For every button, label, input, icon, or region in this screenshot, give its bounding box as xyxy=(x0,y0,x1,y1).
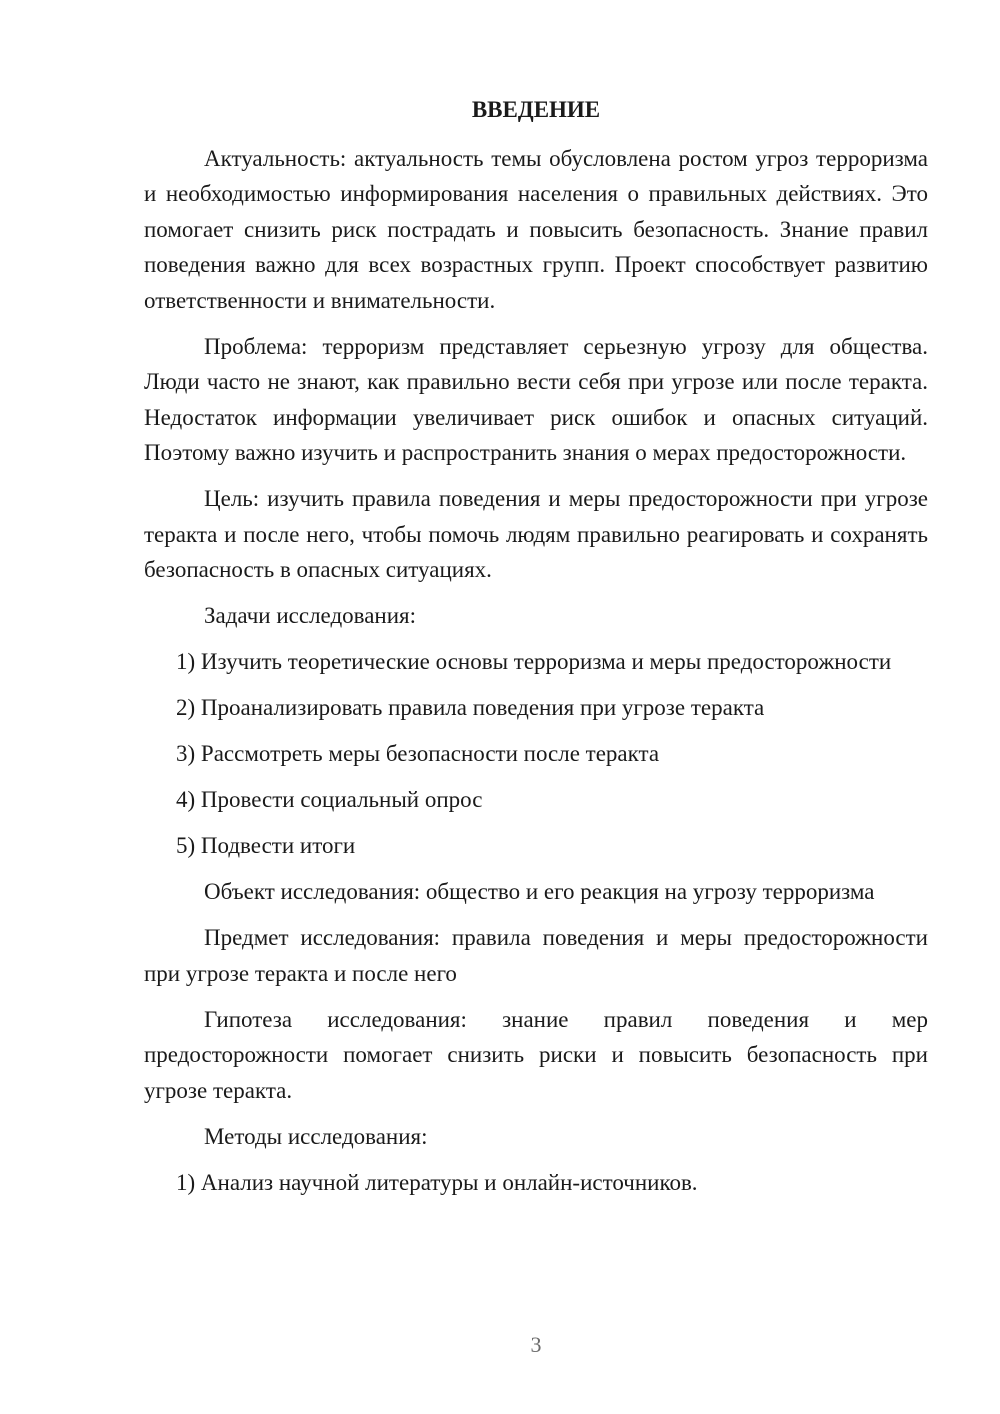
task-item-5: 5) Подвести итоги xyxy=(176,833,356,858)
method-item-1: 1) Анализ научной литературы и онлайн-источников. xyxy=(176,1169,698,1195)
tasks-heading: Задачи исследования: xyxy=(204,603,417,628)
task-item-1: 1) Изучить теоретические основы терроризма и меры предосторожности xyxy=(176,649,892,674)
task-item-2: 2) Проанализировать правила поведения при угрозе теракта xyxy=(176,695,765,720)
problem-paragraph: Проблема: терроризм представляет серьезную угрозу для общества. Люди часто не знают, как правильно вести себя при угрозе или после теракта. Недостаток информации увеличивает риск ошибок и опасных ситуаций. Поэтому важно изучить и распространить знания о мерах предосторожности. xyxy=(144,333,928,465)
goal-paragraph: Цель: изучить правила поведения и меры предосторожности при угрозе теракта и после него, чтобы помочь людям правильно реагировать и сохранять безопасность в опасных ситуациях. xyxy=(144,486,928,582)
page-content xyxy=(144,92,928,1211)
object-paragraph: Объект исследования: общество и его реакция на угрозу терроризма xyxy=(204,879,875,904)
hypothesis-paragraph: Гипотеза исследования: знание правил поведения и мер предосторожности помогает снизить риски и повысить безопасность при угрозе теракта. xyxy=(144,1006,928,1103)
task-item-3: 3) Рассмотреть меры безопасности после теракта xyxy=(176,741,660,766)
methods-heading: Методы исследования: xyxy=(204,1123,428,1149)
section-title: ВВЕДЕНИЕ xyxy=(471,97,601,122)
relevance-paragraph: Актуальность: актуальность темы обусловлена ростом угроз терроризма и необходимостью информирования населения о правильных действиях. Это помогает снизить риск пострадать и повысить безопасность. Знание правил поведения важно для всех возрастных групп. Проект способствует развитию ответственности и внимательности. xyxy=(144,145,928,313)
page-number: 3 xyxy=(530,1332,542,1357)
task-item-4: 4) Провести социальный опрос xyxy=(176,787,483,812)
subject-paragraph: Предмет исследования: правила поведения и меры предосторожности при угрозе теракта и после него xyxy=(144,925,928,986)
